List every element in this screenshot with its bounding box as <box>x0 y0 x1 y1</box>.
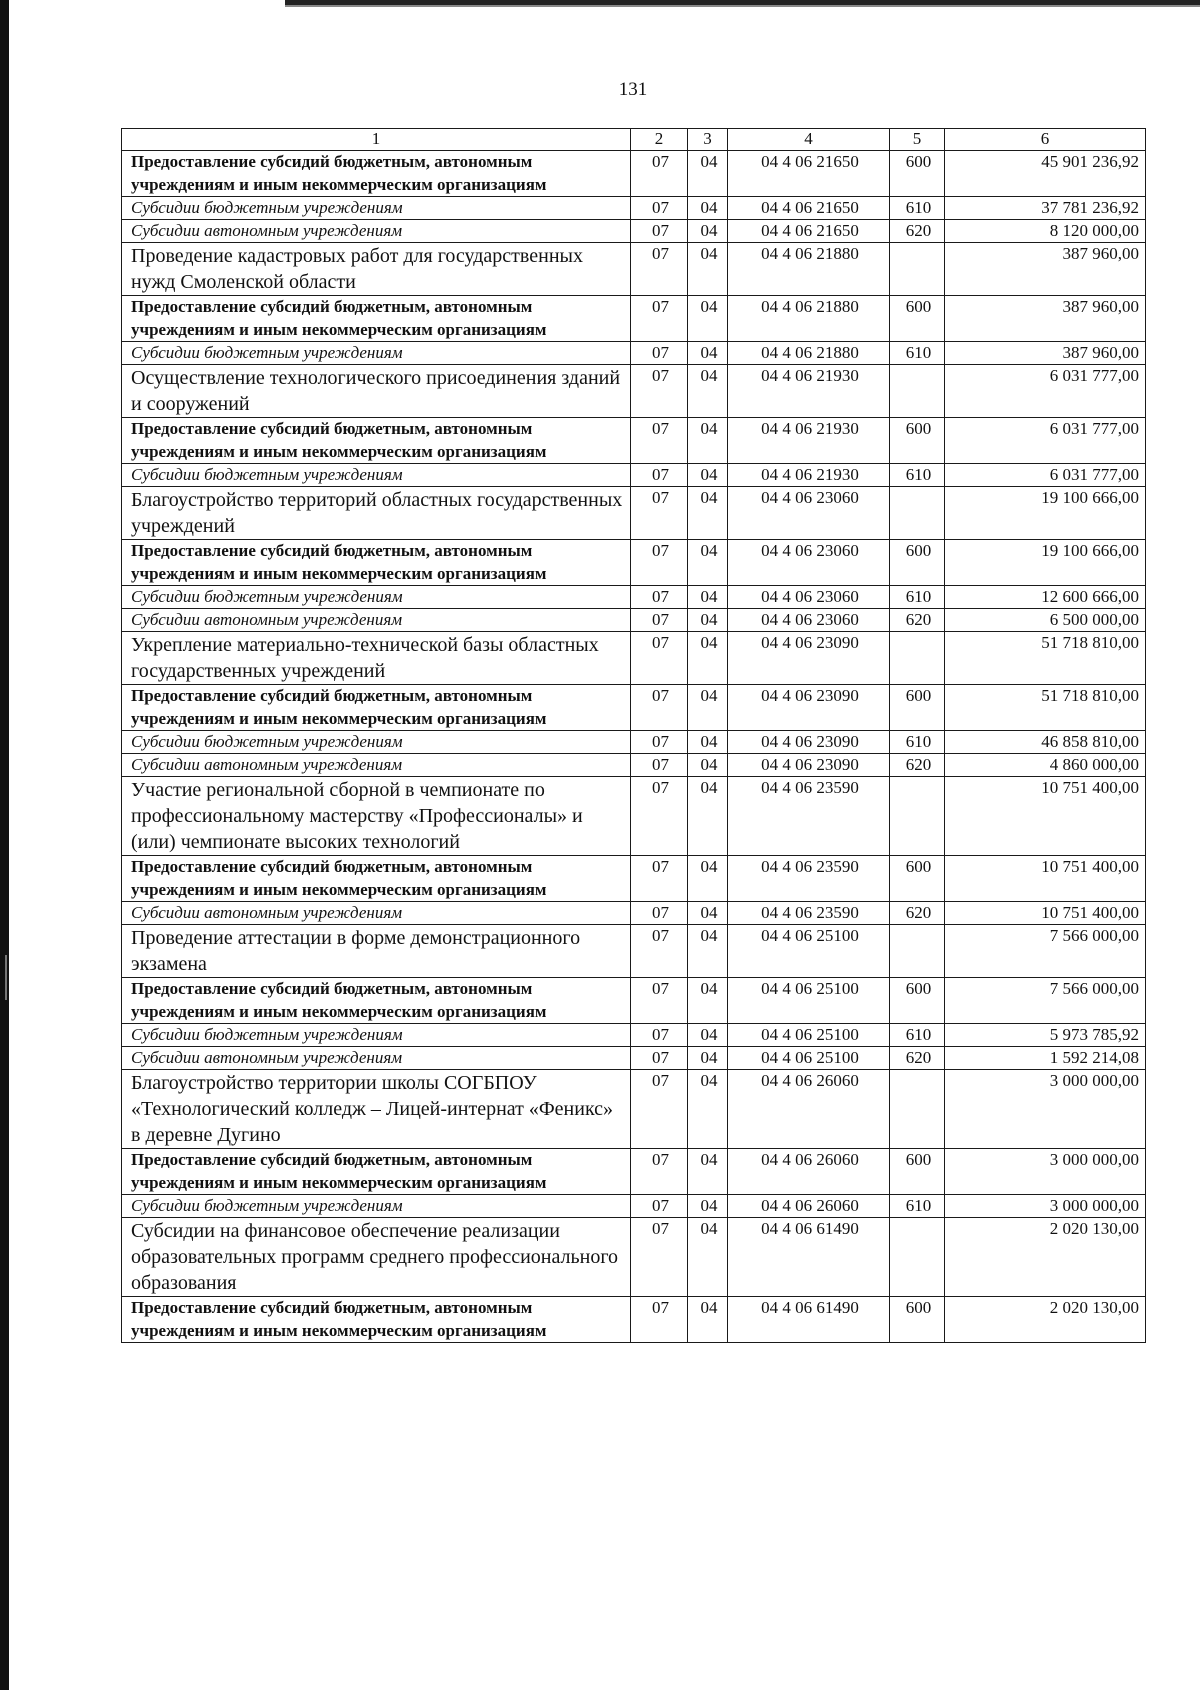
expense-type-cell: 610 <box>890 197 945 220</box>
page-number: 131 <box>618 79 648 100</box>
table-row <box>122 540 1146 586</box>
subsection-code-cell: 04 <box>688 487 728 540</box>
amount-cell: 6 031 777,00 <box>945 365 1146 418</box>
subsection-code-cell: 04 <box>688 1297 728 1343</box>
row-name-cell: Благоустройство территории школы СОГБПОУ «Технологический колледж – Лицей-интернат «Феникс» в деревне Дугино <box>122 1070 631 1149</box>
subsection-code-cell: 04 <box>688 1195 728 1218</box>
row-name-cell: Субсидии бюджетным учреждениям <box>122 731 631 754</box>
table-row <box>122 978 1146 1024</box>
expense-type-cell: 600 <box>890 296 945 342</box>
target-article-cell: 04 4 06 23590 <box>728 777 890 856</box>
amount-cell: 6 500 000,00 <box>945 609 1146 632</box>
target-article-cell: 04 4 06 23090 <box>728 754 890 777</box>
amount-cell: 6 031 777,00 <box>945 418 1146 464</box>
amount-cell: 2 020 130,00 <box>945 1297 1146 1343</box>
row-name-cell: Субсидии автономным учреждениям <box>122 902 631 925</box>
scan-border-top-shadow <box>285 5 1200 7</box>
amount-cell: 5 973 785,92 <box>945 1024 1146 1047</box>
amount-cell: 51 718 810,00 <box>945 685 1146 731</box>
expense-type-cell: 600 <box>890 1149 945 1195</box>
table-row <box>122 685 1146 731</box>
amount-cell: 10 751 400,00 <box>945 902 1146 925</box>
column-header-2: 2 <box>631 129 688 151</box>
section-code-cell: 07 <box>631 1218 688 1297</box>
subsection-code-cell: 04 <box>688 365 728 418</box>
amount-cell: 4 860 000,00 <box>945 754 1146 777</box>
amount-cell: 37 781 236,92 <box>945 197 1146 220</box>
row-name-cell: Субсидии автономным учреждениям <box>122 609 631 632</box>
target-article-cell: 04 4 06 21930 <box>728 418 890 464</box>
table-row <box>122 197 1146 220</box>
amount-cell: 387 960,00 <box>945 342 1146 365</box>
subsection-code-cell: 04 <box>688 418 728 464</box>
subsection-code-cell: 04 <box>688 1149 728 1195</box>
amount-cell: 10 751 400,00 <box>945 856 1146 902</box>
row-name-cell: Субсидии бюджетным учреждениям <box>122 464 631 487</box>
amount-cell: 19 100 666,00 <box>945 487 1146 540</box>
target-article-cell: 04 4 06 21880 <box>728 243 890 296</box>
table-row <box>122 856 1146 902</box>
row-name-cell: Укрепление материально-технической базы областных государственных учреждений <box>122 632 631 685</box>
subsection-code-cell: 04 <box>688 925 728 978</box>
row-name-cell: Проведение кадастровых работ для государственных нужд Смоленской области <box>122 243 631 296</box>
section-code-cell: 07 <box>631 296 688 342</box>
amount-cell: 45 901 236,92 <box>945 151 1146 197</box>
table-row <box>122 902 1146 925</box>
section-code-cell: 07 <box>631 220 688 243</box>
amount-cell: 3 000 000,00 <box>945 1070 1146 1149</box>
subsection-code-cell: 04 <box>688 197 728 220</box>
section-code-cell: 07 <box>631 609 688 632</box>
column-header-6: 6 <box>945 129 1146 151</box>
scan-border-left <box>0 0 9 1690</box>
target-article-cell: 04 4 06 25100 <box>728 1024 890 1047</box>
row-name-cell: Субсидии на финансовое обеспечение реализации образовательных программ среднего профессионального образования <box>122 1218 631 1297</box>
subsection-code-cell: 04 <box>688 1047 728 1070</box>
amount-cell: 8 120 000,00 <box>945 220 1146 243</box>
section-code-cell: 07 <box>631 586 688 609</box>
row-name-cell: Благоустройство территорий областных государственных учреждений <box>122 487 631 540</box>
expense-type-cell: 600 <box>890 856 945 902</box>
section-code-cell: 07 <box>631 151 688 197</box>
row-name-cell: Субсидии бюджетным учреждениям <box>122 1195 631 1218</box>
table-body <box>122 151 1146 1343</box>
row-name-cell: Предоставление субсидий бюджетным, автономным учреждениям и иным некоммерческим организациям <box>122 151 631 197</box>
subsection-code-cell: 04 <box>688 777 728 856</box>
target-article-cell: 04 4 06 26060 <box>728 1070 890 1149</box>
expense-type-cell <box>890 1218 945 1297</box>
section-code-cell: 07 <box>631 1149 688 1195</box>
subsection-code-cell: 04 <box>688 632 728 685</box>
table-row <box>122 342 1146 365</box>
expense-type-cell <box>890 1070 945 1149</box>
section-code-cell: 07 <box>631 754 688 777</box>
section-code-cell: 07 <box>631 925 688 978</box>
row-name-cell: Субсидии бюджетным учреждениям <box>122 586 631 609</box>
section-code-cell: 07 <box>631 243 688 296</box>
subsection-code-cell: 04 <box>688 1218 728 1297</box>
section-code-cell: 07 <box>631 978 688 1024</box>
amount-cell: 7 566 000,00 <box>945 978 1146 1024</box>
expense-type-cell: 600 <box>890 685 945 731</box>
section-code-cell: 07 <box>631 1047 688 1070</box>
target-article-cell: 04 4 06 23590 <box>728 902 890 925</box>
table-row <box>122 365 1146 418</box>
target-article-cell: 04 4 06 21650 <box>728 197 890 220</box>
target-article-cell: 04 4 06 25100 <box>728 978 890 1024</box>
target-article-cell: 04 4 06 21880 <box>728 342 890 365</box>
row-name-cell: Субсидии бюджетным учреждениям <box>122 1024 631 1047</box>
target-article-cell: 04 4 06 61490 <box>728 1218 890 1297</box>
table-row <box>122 1149 1146 1195</box>
expense-type-cell: 620 <box>890 1047 945 1070</box>
amount-cell: 6 031 777,00 <box>945 464 1146 487</box>
row-name-cell: Предоставление субсидий бюджетным, автономным учреждениям и иным некоммерческим организациям <box>122 1297 631 1343</box>
subsection-code-cell: 04 <box>688 342 728 365</box>
table-row <box>122 151 1146 197</box>
expense-type-cell: 600 <box>890 418 945 464</box>
column-header-5: 5 <box>890 129 945 151</box>
row-name-cell: Предоставление субсидий бюджетным, автономным учреждениям и иным некоммерческим организациям <box>122 296 631 342</box>
amount-cell: 3 000 000,00 <box>945 1195 1146 1218</box>
subsection-code-cell: 04 <box>688 731 728 754</box>
section-code-cell: 07 <box>631 418 688 464</box>
amount-cell: 51 718 810,00 <box>945 632 1146 685</box>
table-row <box>122 1070 1146 1149</box>
subsection-code-cell: 04 <box>688 685 728 731</box>
expense-type-cell: 620 <box>890 754 945 777</box>
section-code-cell: 07 <box>631 1195 688 1218</box>
amount-cell: 12 600 666,00 <box>945 586 1146 609</box>
subsection-code-cell: 04 <box>688 978 728 1024</box>
expense-type-cell: 600 <box>890 978 945 1024</box>
amount-cell: 1 592 214,08 <box>945 1047 1146 1070</box>
expense-type-cell: 620 <box>890 902 945 925</box>
subsection-code-cell: 04 <box>688 1070 728 1149</box>
expense-type-cell: 610 <box>890 464 945 487</box>
expense-type-cell: 610 <box>890 731 945 754</box>
expense-type-cell <box>890 925 945 978</box>
table-row <box>122 609 1146 632</box>
subsection-code-cell: 04 <box>688 296 728 342</box>
subsection-code-cell: 04 <box>688 464 728 487</box>
table-row <box>122 1195 1146 1218</box>
table-row <box>122 777 1146 856</box>
target-article-cell: 04 4 06 26060 <box>728 1195 890 1218</box>
target-article-cell: 04 4 06 21650 <box>728 151 890 197</box>
row-name-cell: Субсидии автономным учреждениям <box>122 1047 631 1070</box>
subsection-code-cell: 04 <box>688 609 728 632</box>
expense-type-cell <box>890 365 945 418</box>
target-article-cell: 04 4 06 23060 <box>728 586 890 609</box>
table-row <box>122 1297 1146 1343</box>
amount-cell: 19 100 666,00 <box>945 540 1146 586</box>
table-row <box>122 1047 1146 1070</box>
section-code-cell: 07 <box>631 856 688 902</box>
row-name-cell: Проведение аттестации в форме демонстрационного экзамена <box>122 925 631 978</box>
row-name-cell: Предоставление субсидий бюджетным, автономным учреждениям и иным некоммерческим организациям <box>122 540 631 586</box>
section-code-cell: 07 <box>631 1070 688 1149</box>
subsection-code-cell: 04 <box>688 754 728 777</box>
section-code-cell: 07 <box>631 1297 688 1343</box>
expense-type-cell <box>890 632 945 685</box>
expense-type-cell <box>890 487 945 540</box>
amount-cell: 387 960,00 <box>945 296 1146 342</box>
target-article-cell: 04 4 06 23090 <box>728 685 890 731</box>
table-row <box>122 731 1146 754</box>
row-name-cell: Предоставление субсидий бюджетным, автономным учреждениям и иным некоммерческим организациям <box>122 856 631 902</box>
table-row <box>122 464 1146 487</box>
amount-cell: 3 000 000,00 <box>945 1149 1146 1195</box>
subsection-code-cell: 04 <box>688 856 728 902</box>
amount-cell: 10 751 400,00 <box>945 777 1146 856</box>
section-code-cell: 07 <box>631 632 688 685</box>
expense-type-cell: 610 <box>890 342 945 365</box>
section-code-cell: 07 <box>631 685 688 731</box>
amount-cell: 46 858 810,00 <box>945 731 1146 754</box>
expense-type-cell: 620 <box>890 609 945 632</box>
section-code-cell: 07 <box>631 487 688 540</box>
section-code-cell: 07 <box>631 342 688 365</box>
table-row <box>122 296 1146 342</box>
table-row <box>122 1218 1146 1297</box>
table-row <box>122 632 1146 685</box>
row-name-cell: Участие региональной сборной в чемпионате по профессиональному мастерству «Профессионалы» и (или) чемпионате высоких технологий <box>122 777 631 856</box>
section-code-cell: 07 <box>631 540 688 586</box>
expense-type-cell <box>890 243 945 296</box>
amount-cell: 2 020 130,00 <box>945 1218 1146 1297</box>
section-code-cell: 07 <box>631 777 688 856</box>
target-article-cell: 04 4 06 23090 <box>728 632 890 685</box>
target-article-cell: 04 4 06 21930 <box>728 464 890 487</box>
subsection-code-cell: 04 <box>688 1024 728 1047</box>
target-article-cell: 04 4 06 23060 <box>728 540 890 586</box>
subsection-code-cell: 04 <box>688 151 728 197</box>
amount-cell: 7 566 000,00 <box>945 925 1146 978</box>
row-name-cell: Субсидии автономным учреждениям <box>122 220 631 243</box>
subsection-code-cell: 04 <box>688 220 728 243</box>
expense-type-cell: 600 <box>890 1297 945 1343</box>
subsection-code-cell: 04 <box>688 586 728 609</box>
row-name-cell: Предоставление субсидий бюджетным, автономным учреждениям и иным некоммерческим организациям <box>122 418 631 464</box>
row-name-cell: Предоставление субсидий бюджетным, автономным учреждениям и иным некоммерческим организациям <box>122 1149 631 1195</box>
target-article-cell: 04 4 06 25100 <box>728 1047 890 1070</box>
table-row <box>122 925 1146 978</box>
subsection-code-cell: 04 <box>688 540 728 586</box>
scan-mark <box>5 955 7 1000</box>
target-article-cell: 04 4 06 23060 <box>728 487 890 540</box>
table-row <box>122 243 1146 296</box>
table-row <box>122 586 1146 609</box>
column-header-3: 3 <box>688 129 728 151</box>
target-article-cell: 04 4 06 23060 <box>728 609 890 632</box>
subsection-code-cell: 04 <box>688 243 728 296</box>
column-header-4: 4 <box>728 129 890 151</box>
row-name-cell: Предоставление субсидий бюджетным, автономным учреждениям и иным некоммерческим организациям <box>122 978 631 1024</box>
expense-type-cell: 610 <box>890 1195 945 1218</box>
target-article-cell: 04 4 06 21930 <box>728 365 890 418</box>
section-code-cell: 07 <box>631 731 688 754</box>
row-name-cell: Субсидии автономным учреждениям <box>122 754 631 777</box>
expense-type-cell: 610 <box>890 586 945 609</box>
expense-type-cell: 600 <box>890 151 945 197</box>
table-row <box>122 1024 1146 1047</box>
target-article-cell: 04 4 06 61490 <box>728 1297 890 1343</box>
subsection-code-cell: 04 <box>688 902 728 925</box>
section-code-cell: 07 <box>631 365 688 418</box>
target-article-cell: 04 4 06 23590 <box>728 856 890 902</box>
budget-table <box>121 128 1146 1343</box>
row-name-cell: Осуществление технологического присоединения зданий и сооружений <box>122 365 631 418</box>
column-header-1: 1 <box>122 129 631 151</box>
row-name-cell: Субсидии бюджетным учреждениям <box>122 197 631 220</box>
section-code-cell: 07 <box>631 902 688 925</box>
expense-type-cell <box>890 777 945 856</box>
target-article-cell: 04 4 06 21880 <box>728 296 890 342</box>
section-code-cell: 07 <box>631 464 688 487</box>
expense-type-cell: 610 <box>890 1024 945 1047</box>
table-row <box>122 418 1146 464</box>
section-code-cell: 07 <box>631 197 688 220</box>
table-row <box>122 220 1146 243</box>
target-article-cell: 04 4 06 23090 <box>728 731 890 754</box>
table-row <box>122 754 1146 777</box>
row-name-cell: Субсидии бюджетным учреждениям <box>122 342 631 365</box>
table-header-row <box>122 129 1146 151</box>
section-code-cell: 07 <box>631 1024 688 1047</box>
expense-type-cell: 600 <box>890 540 945 586</box>
target-article-cell: 04 4 06 25100 <box>728 925 890 978</box>
expense-type-cell: 620 <box>890 220 945 243</box>
target-article-cell: 04 4 06 26060 <box>728 1149 890 1195</box>
amount-cell: 387 960,00 <box>945 243 1146 296</box>
target-article-cell: 04 4 06 21650 <box>728 220 890 243</box>
row-name-cell: Предоставление субсидий бюджетным, автономным учреждениям и иным некоммерческим организациям <box>122 685 631 731</box>
table-row <box>122 487 1146 540</box>
